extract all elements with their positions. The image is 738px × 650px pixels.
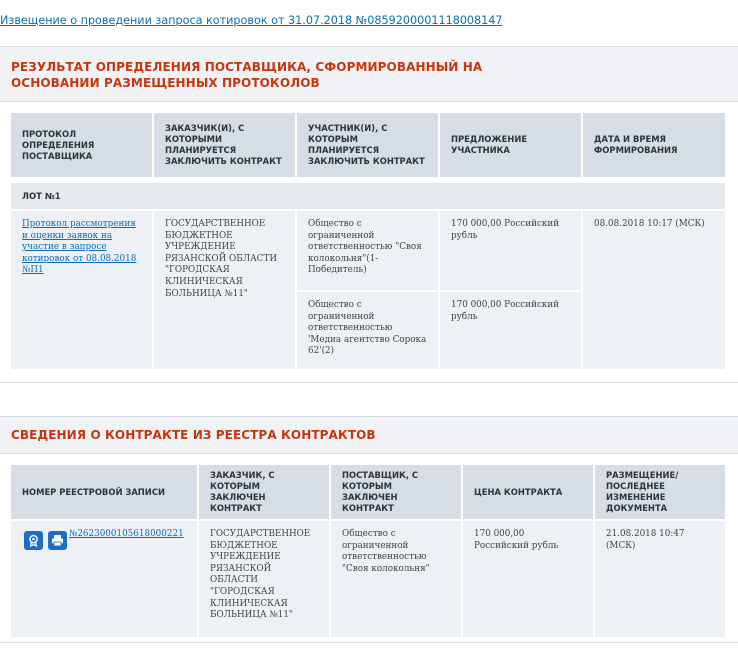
protocol-link[interactable]: Протокол рассмотрения и оценки заявок на участие в запросе котировок от 08.08.2018 №П1: [22, 219, 137, 276]
price-cell: 170 000,00 Российский рубль: [463, 521, 593, 637]
divider: [0, 642, 738, 643]
col-contract-customer: ЗАКАЗЧИК, С КОТОРЫМ ЗАКЛЮЧЕН КОНТРАКТ: [199, 465, 329, 519]
contract-customer-cell: ГОСУДАРСТВЕННОЕ БЮДЖЕТНОЕ УЧРЕЖДЕНИЕ РЯЗАНСКОЙ ОБЛАСТИ "ГОРОДСКАЯ КЛИНИЧЕСКАЯ БОЛЬНИЦА №11": [199, 521, 329, 637]
notice-link[interactable]: Извещение о проведении запроса котировок от 31.07.2018 №0859200001118008147: [0, 14, 503, 27]
col-participant: УЧАСТНИК(И), С КОТОРЫМ ПЛАНИРУЕТСЯ ЗАКЛЮЧИТЬ КОНТРАКТ: [297, 113, 438, 177]
print-icon[interactable]: [48, 531, 67, 550]
placement-cell: 21.08.2018 10:47 (МСК): [595, 521, 725, 637]
protocol-cell: [11, 211, 152, 369]
datetime-cell: 08.08.2018 10:17 (МСК): [583, 211, 725, 369]
certificate-icon[interactable]: [24, 531, 43, 550]
col-offer: ПРЕДЛОЖЕНИЕ УЧАСТНИКА: [440, 113, 581, 177]
customer-cell: ГОСУДАРСТВЕННОЕ БЮДЖЕТНОЕ УЧРЕЖДЕНИЕ РЯЗАНСКОЙ ОБЛАСТИ "ГОРОДСКАЯ КЛИНИЧЕСКАЯ БОЛЬНИЦА №11": [154, 211, 295, 369]
col-datetime: ДАТА И ВРЕМЯ ФОРМИРОВАНИЯ: [583, 113, 725, 177]
participant-cell-2: Общество с ограниченной ответственностью 'Медиа агентство Сорока 62'(2): [297, 292, 438, 369]
offer-cell-1: 170 000,00 Российский рубль: [440, 211, 581, 290]
col-registry: НОМЕР РЕЕСТРОВОЙ ЗАПИСИ: [11, 465, 197, 519]
result-section: [0, 46, 738, 383]
lot-label: ЛОТ №1: [11, 183, 725, 209]
col-price: ЦЕНА КОНТРАКТА: [463, 465, 593, 519]
col-placement: РАЗМЕЩЕНИЕ/ ПОСЛЕДНЕЕ ИЗМЕНЕНИЕ ДОКУМЕНТА: [595, 465, 725, 519]
offer-cell-2: 170 000,00 Российский рубль: [440, 292, 581, 369]
col-customer: ЗАКАЗЧИК(И), С КОТОРЫМИ ПЛАНИРУЕТСЯ ЗАКЛЮЧИТЬ КОНТРАКТ: [154, 113, 295, 177]
result-section-title: РЕЗУЛЬТАТ ОПРЕДЕЛЕНИЯ ПОСТАВЩИКА, СФОРМИРОВАННЫЙ НА ОСНОВАНИИ РАЗМЕЩЕННЫХ ПРОТОКОЛОВ: [0, 47, 738, 102]
registry-link[interactable]: №2623000105618000221: [69, 529, 184, 539]
col-supplier: ПОСТАВЩИК, С КОТОРЫМ ЗАКЛЮЧЕН КОНТРАКТ: [331, 465, 461, 519]
participant-cell-1: Общество с ограниченной ответственностью "Своя колокольня"(1-Победитель): [297, 211, 438, 290]
contract-section-title: СВЕДЕНИЯ О КОНТРАКТЕ ИЗ РЕЕСТРА КОНТРАКТОВ: [0, 417, 738, 454]
divider: [0, 382, 738, 383]
contract-section: [0, 416, 738, 643]
col-protocol: ПРОТОКОЛ ОПРЕДЕЛЕНИЯ ПОСТАВЩИКА: [11, 113, 152, 177]
supplier-cell: Общество с ограниченной ответственностью "Своя колокольня": [331, 521, 461, 637]
